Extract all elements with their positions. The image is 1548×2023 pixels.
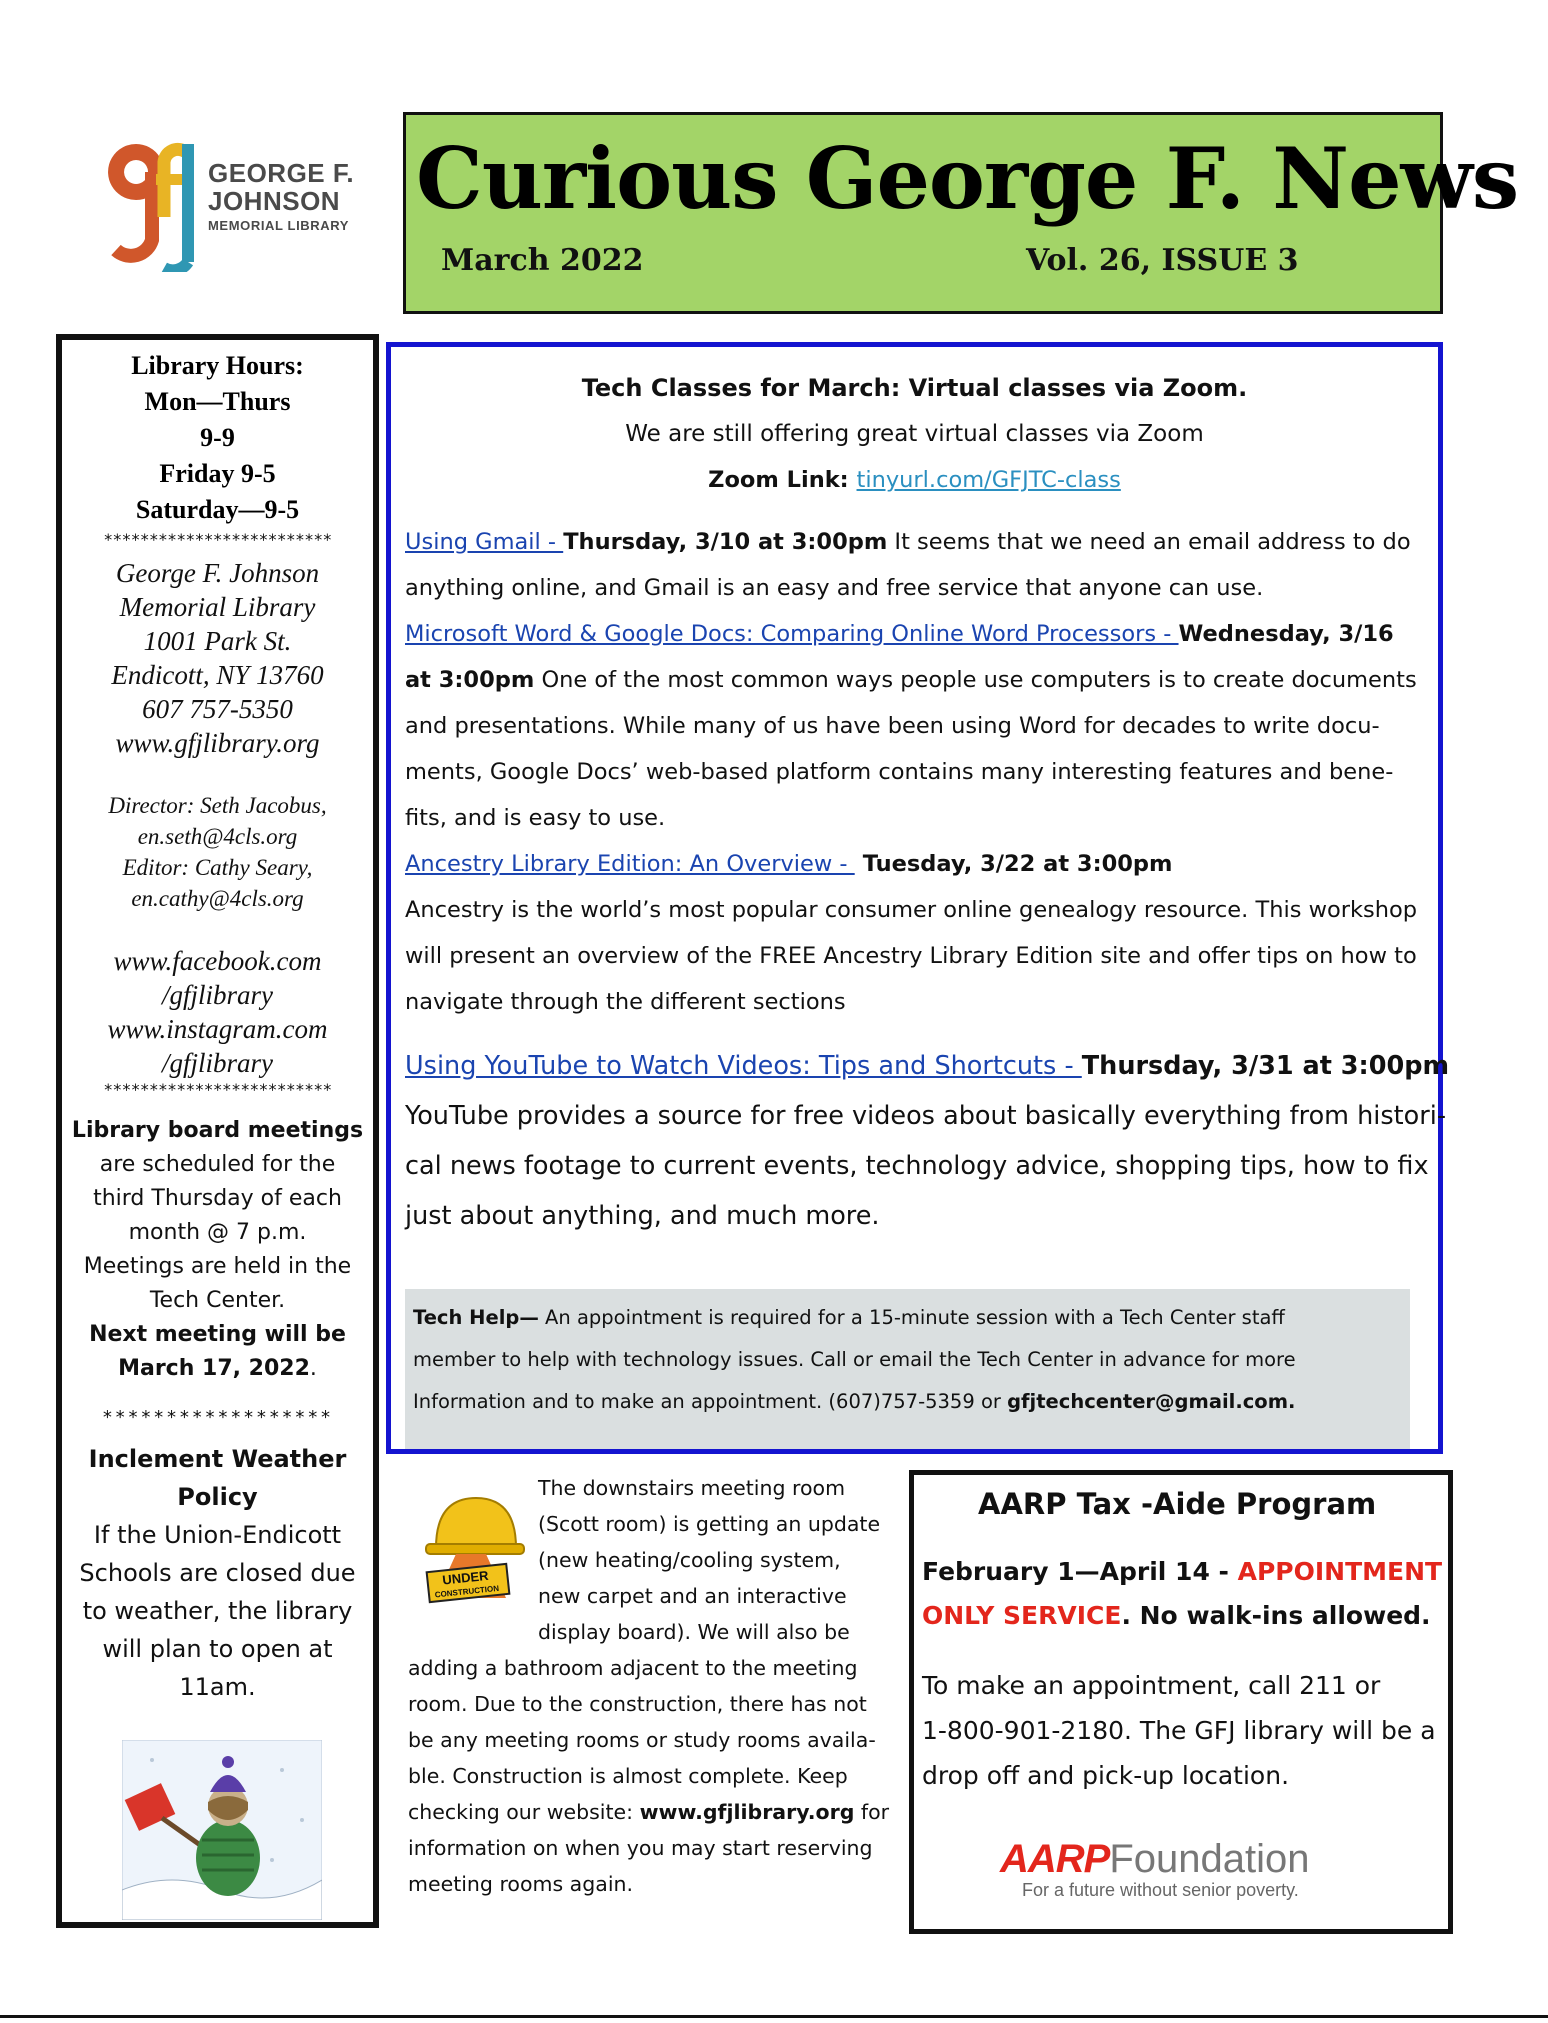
board-text: Tech Center.: [149, 1288, 286, 1313]
logo-line-3: MEMORIAL LIBRARY: [208, 218, 350, 233]
weather-text: 11am.: [179, 1673, 256, 1701]
word-class-desc: One of the most common ways people use computers is to create documents: [534, 667, 1417, 693]
tech-help-line: [413, 1381, 1402, 1423]
hours-heading: Library Hours:: [131, 351, 304, 380]
construction-text: (new heating/cooling system,: [538, 1548, 841, 1572]
tech-help-line: [413, 1297, 1402, 1339]
address-line: Memorial Library: [119, 592, 316, 622]
facebook-link[interactable]: www.facebook.com: [113, 946, 322, 976]
board-text: are scheduled for the: [99, 1152, 336, 1177]
aarp-dates-row: [922, 1557, 1442, 1586]
aarp-body-line: To make an appointment, call 211 or: [922, 1671, 1381, 1700]
ancestry-class-desc: Ancestry is the world’s most popular consumer online genealogy resource. This workshop: [405, 897, 1418, 923]
weather-text: will plan to open at: [102, 1635, 333, 1663]
divider: ******************: [101, 1408, 334, 1428]
construction-text: meeting rooms again.: [408, 1872, 634, 1896]
tech-help-text: An appointment is required for a 15-minute session with a Tech Center staff: [538, 1306, 1285, 1329]
address-line: 1001 Park St.: [143, 626, 292, 656]
phone-number: 607 757-5350: [142, 694, 293, 724]
staff-contacts: [62, 790, 373, 914]
class-ancestry: [405, 841, 1426, 887]
tech-heading: Tech Classes for March: Virtual classes via Zoom.: [581, 374, 1248, 402]
instagram-link[interactable]: www.instagram.com: [107, 1014, 328, 1044]
aarp-tagline: For a future without senior poverty.: [1022, 1880, 1299, 1900]
appointment-notice: APPOINTMENT: [1237, 1557, 1443, 1586]
sign-text: CONSTRUCTION: [434, 1583, 500, 1600]
aarp-body: [922, 1663, 1436, 1798]
next-meeting-period: .: [309, 1356, 317, 1381]
youtube-class-link[interactable]: Using YouTube to Watch Videos: Tips and Shortcuts -: [405, 1051, 1082, 1081]
aarp-tax-aide-box: [909, 1470, 1453, 1934]
tech-subheading: We are still offering great virtual classes via Zoom: [625, 421, 1204, 447]
zoom-link-row: [391, 457, 1438, 503]
board-text: month @ 7 p.m.: [128, 1220, 307, 1245]
construction-text: (Scott room) is getting an update: [538, 1512, 881, 1536]
construction-text: for: [854, 1800, 890, 1824]
aarp-title: AARP Tax -Aide Program: [978, 1487, 1377, 1521]
gfj-monogram-icon: [104, 122, 204, 272]
snow-shoveling-illustration: [122, 1740, 322, 1920]
weather-policy: [62, 1440, 373, 1706]
tech-help-text: member to help with technology issues. Call or email the Tech Center in advance for more: [413, 1348, 1296, 1371]
aarp-body-line: drop off and pick-up location.: [922, 1761, 1290, 1790]
word-class-desc: and presentations. While many of us have been using Word for decades to write docu-: [405, 713, 1380, 739]
hours-line: Friday 9-5: [159, 459, 276, 488]
next-meeting-date: [62, 1352, 373, 1386]
youtube-class-desc: YouTube provides a source for free videos about basically everything from histori-: [405, 1101, 1447, 1131]
construction-notice: [396, 1470, 896, 1910]
gmail-class-desc: It seems that we need an email address to do: [887, 529, 1411, 555]
tech-help-label: Tech Help—: [413, 1306, 539, 1329]
issue-date: March 2022: [441, 243, 644, 278]
ancestry-class-desc: will present an overview of the FREE Ancestry Library Edition site and offer tips on how to: [405, 943, 1417, 969]
under-construction-icon: [416, 1488, 526, 1608]
divider: *************************: [103, 530, 332, 549]
word-class-time: at 3:00pm: [405, 667, 535, 693]
aarp-logo-text: AARP: [1000, 1837, 1110, 1881]
website-link[interactable]: www.gfjlibrary.org: [115, 728, 320, 758]
word-class-desc-row: [405, 657, 1426, 703]
info-sidebar: [56, 334, 379, 1928]
construction-text: ble. Construction is almost complete. Keep: [408, 1764, 848, 1788]
construction-text: room. Due to the construction, there has not: [408, 1692, 867, 1716]
youtube-class-time: Thursday, 3/31 at 3:00pm: [1081, 1051, 1450, 1081]
aarp-dates: February 1—April 14 -: [922, 1557, 1238, 1586]
library-logo: [104, 122, 355, 272]
class-gmail: [405, 519, 1426, 565]
zoom-link[interactable]: tinyurl.com/GFJTC-class: [856, 467, 1121, 493]
editor-email[interactable]: en.cathy@4cls.org: [131, 886, 304, 911]
hours-line: Saturday—9-5: [135, 495, 300, 524]
gmail-class-desc: anything online, and Gmail is an easy and free service that anyone can use.: [405, 575, 1264, 601]
hours-line: 9-9: [200, 423, 235, 452]
instagram-link[interactable]: /gfjlibrary: [161, 1048, 273, 1078]
library-website-link[interactable]: www.gfjlibrary.org: [639, 1800, 855, 1824]
issue-volume: Vol. 26, ISSUE 3: [1026, 243, 1299, 278]
board-title: Library board meetings: [71, 1118, 364, 1143]
bottom-rule: [0, 2015, 1548, 2018]
ancestry-class-link[interactable]: Ancestry Library Edition: An Overview -: [405, 851, 855, 877]
newsletter-title: Curious George F. News: [416, 129, 1519, 228]
tech-classes-box: [386, 342, 1450, 1454]
social-links: [62, 944, 373, 1080]
construction-text: The downstairs meeting room: [538, 1476, 846, 1500]
logo-line-1: GEORGE F.: [208, 158, 355, 188]
board-text: third Thursday of each: [93, 1186, 342, 1211]
ancestry-class-desc: navigate through the different sections: [405, 989, 846, 1015]
logo-line-2: JOHNSON: [208, 186, 341, 216]
director-line: Director: Seth Jacobus,: [108, 793, 327, 818]
editor-line: Editor: Cathy Seary,: [122, 855, 313, 880]
construction-website-line: [408, 1794, 889, 1830]
tech-help-panel: [405, 1289, 1410, 1449]
board-text: Meetings are held in the: [83, 1254, 352, 1279]
weather-text: to weather, the library: [82, 1597, 353, 1625]
address-line: Endicott, NY 13760: [111, 660, 324, 690]
weather-text: If the Union-Endicott: [93, 1521, 342, 1549]
hours-line: Mon—Thurs: [144, 387, 291, 416]
construction-text: be any meeting rooms or study rooms availa-: [408, 1728, 876, 1752]
word-class-desc: fits, and is easy to use.: [405, 805, 666, 831]
divider: *************************: [103, 1080, 332, 1099]
library-hours: [62, 340, 373, 528]
weather-title: Policy: [177, 1483, 258, 1511]
director-email[interactable]: en.seth@4cls.org: [137, 824, 298, 849]
address-line: George F. Johnson: [115, 558, 320, 588]
tech-help-text: Information and to make an appointment. (607)757-5359 or: [413, 1390, 1008, 1413]
gmail-class-time: Thursday, 3/10 at 3:00pm: [563, 529, 888, 555]
tech-center-email[interactable]: gfjtechcenter@gmail.com.: [1007, 1390, 1296, 1413]
word-class-time: Wednesday, 3/16: [1178, 621, 1394, 647]
gmail-class-link[interactable]: Using Gmail -: [405, 529, 564, 555]
aarp-service-row: [922, 1601, 1431, 1630]
next-meeting-date-value: March 17, 2022: [118, 1356, 310, 1381]
word-class-link[interactable]: Microsoft Word & Google Docs: Comparing Online Word Processors -: [405, 621, 1179, 647]
board-meetings: [62, 1114, 373, 1386]
foundation-logo-text: Foundation: [1109, 1837, 1310, 1881]
zoom-link-label: Zoom Link:: [708, 467, 857, 493]
appointment-notice: ONLY SERVICE: [922, 1601, 1122, 1630]
construction-text: information on when you may start reserving: [408, 1836, 873, 1860]
library-address: [62, 556, 373, 760]
class-word: [405, 611, 1426, 657]
construction-text: adding a bathroom adjacent to the meeting: [408, 1656, 858, 1680]
no-walkins: . No walk-ins allowed.: [1121, 1601, 1431, 1630]
construction-text: new carpet and an interactive: [538, 1584, 847, 1608]
sign-text: UNDER: [441, 1567, 490, 1588]
facebook-link[interactable]: /gfjlibrary: [161, 980, 273, 1010]
ancestry-class-time: Tuesday, 3/22 at 3:00pm: [862, 851, 1173, 877]
aarp-body-line: 1-800-901-2180. The GFJ library will be a: [922, 1716, 1436, 1745]
word-class-desc: ments, Google Docs’ web-based platform contains many interesting features and bene-: [405, 759, 1394, 785]
weather-title: Inclement Weather: [88, 1445, 347, 1473]
masthead: [403, 112, 1519, 314]
construction-text: checking our website:: [408, 1800, 640, 1824]
youtube-class-desc: cal news footage to current events, technology advice, shopping tips, how to fix: [405, 1151, 1429, 1181]
next-meeting: Next meeting will be: [89, 1322, 346, 1347]
youtube-class-desc: just about anything, and much more.: [405, 1201, 880, 1231]
weather-text: Schools are closed due: [79, 1559, 356, 1587]
aarp-foundation-logo: [1000, 1837, 1310, 1901]
class-youtube: [405, 1041, 1450, 1091]
construction-text: display board). We will also be: [538, 1620, 850, 1644]
